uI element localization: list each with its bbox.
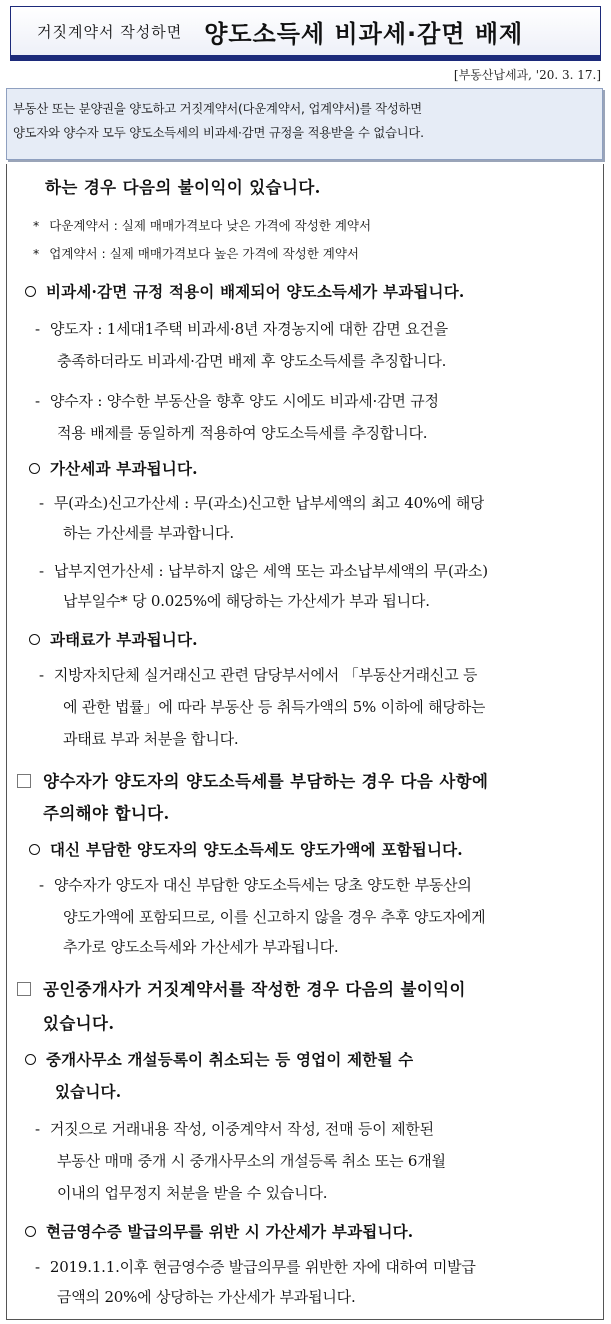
dash-mark: - <box>35 392 40 410</box>
section-heading: 주의해야 합니다. <box>43 804 170 823</box>
bullet-line: 부동산 매매 중개 시 중개사무소의 개설등록 취소 또는 6개월 <box>57 1152 446 1170</box>
subsection-heading <box>29 457 198 479</box>
bullet-line: 에 관한 법률」에 따라 부동산 등 취득가액의 5% 이하에 해당하는 <box>63 698 486 716</box>
subsection-heading <box>25 1220 413 1242</box>
section-heading <box>17 768 488 792</box>
circle-bullet-icon <box>25 1054 36 1065</box>
subsection-heading <box>29 838 463 860</box>
asterisk-mark: * <box>33 246 40 261</box>
bullet-line: 이내의 업무정지 처분을 받을 수 있습니다. <box>57 1184 328 1202</box>
source-department: [부동산납세과, '20. 3. 17.] <box>453 68 601 82</box>
heading-text: 공인중개사가 거짓계약서를 작성한 경우 다음의 불이익이 <box>43 980 466 999</box>
note-text: 다운계약서 : 실제 매매가격보다 낮은 가격에 작성한 계약서 <box>49 218 372 233</box>
square-bullet-icon <box>17 982 31 996</box>
circle-bullet-icon <box>29 844 40 855</box>
subsection-heading <box>25 280 465 302</box>
subsection-heading <box>25 1048 413 1070</box>
dash-mark: - <box>35 1258 40 1276</box>
section-heading: 있습니다. <box>43 1014 115 1033</box>
heading-text: 대신 부담한 양도자의 양도소득세도 양도가액에 포함됩니다. <box>50 840 463 859</box>
banner-title: 양도소득세 비과세·감면 배제 <box>204 19 524 48</box>
bullet-line: 추가로 양도소득세와 가산세가 부과됩니다. <box>63 938 339 956</box>
dash-mark: - <box>39 876 44 894</box>
summary-line: 부동산 또는 분양권을 양도하고 거짓계약서(다운계약서, 업계약서)를 작성하면 <box>13 102 422 116</box>
bullet-line <box>35 1256 476 1277</box>
continued-heading: 하는 경우 다음의 불이익이 있습니다. <box>45 178 321 197</box>
content-body <box>6 164 604 1320</box>
bullet-text: 양도자 : 1세대1주택 비과세·8년 자경농지에 대한 감면 요건을 <box>49 320 448 338</box>
bullet-text: 양수자 : 양수한 부동산을 향후 양도 시에도 비과세·감면 규정 <box>49 392 439 410</box>
bullet-line: 과태료 부과 처분을 합니다. <box>63 730 239 748</box>
note-row <box>33 244 359 262</box>
banner-subtitle: 거짓계약서 작성하면 <box>37 22 183 41</box>
bullet-text: 2019.1.1.이후 현금영수증 발급의무를 위반한 자에 대하여 미발급 <box>49 1258 476 1276</box>
bullet-line: 하는 가산세를 부과합니다. <box>63 524 234 542</box>
bullet-line: 납부일수* 당 0.025%에 해당하는 가산세가 부과 됩니다. <box>63 592 430 610</box>
bullet-line <box>35 318 448 339</box>
circle-bullet-icon <box>29 634 40 645</box>
bullet-line <box>39 492 484 513</box>
bullet-line <box>39 560 488 581</box>
heading-text: 가산세과 부과됩니다. <box>50 459 198 478</box>
square-bullet-icon <box>17 774 31 788</box>
asterisk-mark: * <box>33 218 40 233</box>
subsection-heading: 있습니다. <box>55 1082 122 1101</box>
bullet-line <box>39 874 472 895</box>
note-text: 업계약서 : 실제 매매가격보다 높은 가격에 작성한 계약서 <box>49 246 360 261</box>
bullet-text: 양수자가 양도자 대신 부담한 양도소득세는 당초 양도한 부동산의 <box>53 876 472 894</box>
heading-text: 양수자가 양도자의 양도소득세를 부담하는 경우 다음 사항에 <box>43 772 489 791</box>
bullet-text: 지방자치단체 실거래신고 관련 담당부서에서 「부동산거래신고 등 <box>53 666 478 684</box>
dash-mark: - <box>35 320 40 338</box>
dash-mark: - <box>39 666 44 684</box>
circle-bullet-icon <box>29 463 40 474</box>
bullet-line <box>39 664 477 685</box>
bullet-line: 금액의 20%에 상당하는 가산세가 부과됩니다. <box>57 1288 356 1306</box>
heading-text: 과태료가 부과됩니다. <box>50 630 198 649</box>
circle-bullet-icon <box>25 286 36 297</box>
heading-text: 중개사무소 개설등록이 취소되는 등 영업이 제한될 수 <box>46 1050 414 1069</box>
section-heading <box>17 976 466 1000</box>
bullet-text: 납부지연가산세 : 납부하지 않은 세액 또는 과소납부세액의 무(과소) <box>53 562 488 580</box>
summary-line: 양도자와 양수자 모두 양도소득세의 비과세·감면 규정을 적용받을 수 없습니다. <box>13 126 424 140</box>
bullet-line <box>35 390 439 411</box>
title-banner <box>10 6 601 56</box>
dash-mark: - <box>39 562 44 580</box>
summary-box <box>6 88 603 160</box>
note-row <box>33 216 371 234</box>
bullet-line: 적용 배제를 동일하게 적용하여 양도소득세를 추징합니다. <box>57 424 428 442</box>
circle-bullet-icon <box>25 1226 36 1237</box>
bullet-line: 양도가액에 포함되므로, 이를 신고하지 않을 경우 추후 양도자에게 <box>63 908 486 926</box>
bullet-line <box>35 1118 434 1139</box>
heading-text: 현금영수증 발급의무를 위반 시 가산세가 부과됩니다. <box>46 1222 414 1241</box>
bullet-line: 충족하더라도 비과세·감면 배제 후 양도소득세를 추징합니다. <box>57 352 447 370</box>
bullet-text: 거짓으로 거래내용 작성, 이중계약서 작성, 전매 등이 제한된 <box>49 1120 434 1138</box>
dash-mark: - <box>35 1120 40 1138</box>
heading-text: 비과세·감면 규정 적용이 배제되어 양도소득세가 부과됩니다. <box>46 282 465 301</box>
subsection-heading <box>29 628 198 650</box>
dash-mark: - <box>39 494 44 512</box>
bullet-text: 무(과소)신고가산세 : 무(과소)신고한 납부세액의 최고 40%에 해당 <box>53 494 485 512</box>
